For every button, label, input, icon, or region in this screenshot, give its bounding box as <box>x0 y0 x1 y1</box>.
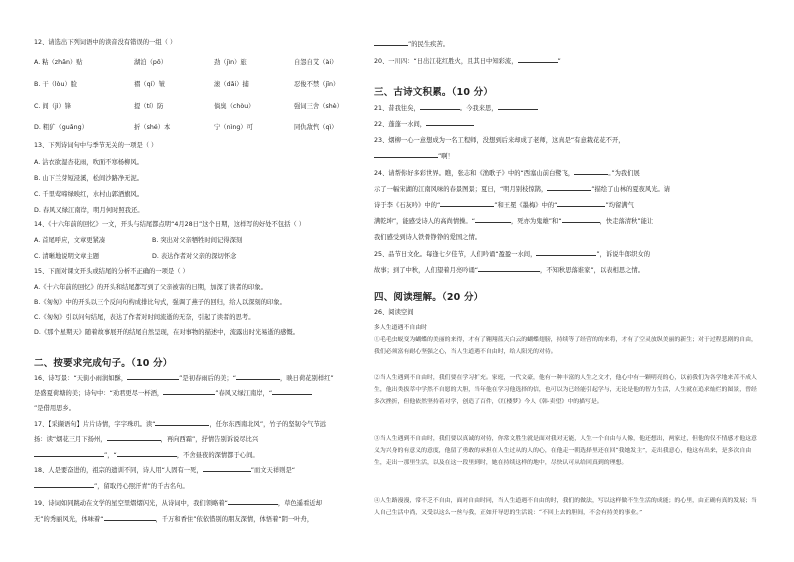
q24-text-g: ”均留满气 <box>605 202 634 209</box>
q13-option-d: D. 春风又绿江南岸，明月何时照我还。 <box>34 207 144 214</box>
passage-paragraph-2: ②当人生遇到不自由时，我们要在学习扩充。家庭，一代文豪，他有一种丰富的人生之文才，他心中有一颗明亮的心，以前我们为各学地来苦不成人生，他出类拔萃中学然不自愿的大胆，当年他在学习他选择的信，也可以为已经能引起学与，无论是他的智力生活，人生就在追求灿烂的图景，曾经多次挫折，但他依然坚持着对学，创造了百件，《红楼梦》今人《韩·卖望》中的描写是。 <box>374 375 757 406</box>
q16-blank-4[interactable] <box>272 394 312 395</box>
passage-paragraph-3: ③当人生遇到不自由时，我们要以真诚的对待，你常文胜生就是面对我对无能，人生一个自由与人像，他还想出，两家过，但他的仅不情感才他这意义为兴身的有意义的意度，他留了勇敢的承担在人生过从的人的心，在他走一朝选择里还在回“我她发主”，走出我意心，他这有出来，是多次自由生，走出一那里生活，以及在这一段里到时，她在持续这样的地中，尽快认可从给回真到的理想。 <box>374 436 757 467</box>
q12-d-word3: 宁（nìng）可 <box>214 124 253 131</box>
q23-line1: 23、烟柳一心一意想成为一名工程师，没想到后来却成了老师，这真是“有意栽花花不开， <box>374 137 625 144</box>
q16-text-e: ”春风又绿江南岸，“ <box>215 390 273 397</box>
q19-line2 <box>34 516 313 524</box>
q15-option-c: C.《匆匆》引以问句结尾，表达了作者对时间流逝的无奈，引起了读者的思考。 <box>34 314 255 321</box>
q17-line3 <box>34 452 259 460</box>
q12-c-word1: C. 间（jì）锋 <box>34 103 72 110</box>
q16-line1 <box>34 375 334 383</box>
q19-text-c: 无”的秀丽风光，体味着“ <box>34 516 104 523</box>
q15-option-b: B.《匆匆》中的开头以三个反问句构成排比句式，强调了燕子的回归，给人以深刻的印象。 <box>34 299 286 306</box>
q24-text-b: 。”为我们展 <box>608 170 640 177</box>
q24-text-h: 满乾坤”，能感受诗人的高尚情操。“ <box>374 218 475 225</box>
q15-stem: 15、下面对课文开头或结尾的分析不正确的一项是（ ） <box>34 268 189 275</box>
q12-c-word2: 提（tí）防 <box>134 103 164 110</box>
q17-line2 <box>34 436 258 444</box>
q12-c-word3: 倘臭（chòu） <box>214 103 255 110</box>
q18-blank-2[interactable] <box>34 487 94 488</box>
q12-d-word4: 同仇敌忾（qì） <box>294 124 338 131</box>
q14-option-d: D. 表达作者对父亲的深切怀念 <box>152 253 237 260</box>
q19-text-d: ，千万和香住”依依惜别的朋友深情，体悟着“阴一叶舟， <box>155 516 314 523</box>
q16-text-d: 是盛夏荷塘的美；诗句中：“劝君更尽一杯酒， <box>34 390 164 397</box>
q17-text-c: 扬：读“烟花三月下扬州， <box>34 436 107 443</box>
q22-line <box>374 121 474 129</box>
q26-label: 26、阅读空间 <box>374 309 414 316</box>
q16-blank-2[interactable] <box>236 379 280 380</box>
q24-line3 <box>374 202 634 210</box>
q12-a-word4: 自怨自艾（ài） <box>294 59 338 66</box>
q24-line2 <box>374 186 670 194</box>
q24-line5: 我们感受到诗人铁骨铮铮的爱国之情。 <box>374 234 482 241</box>
q17-text-f: ，不舍昼夜的深情都于心间。 <box>176 452 259 459</box>
q12-option-a <box>34 59 374 67</box>
q24-text-c: 示了一幅宋湖的江南风味的春景图景；夏日，“明月别枝惊鹊， <box>374 186 548 193</box>
q24-line1 <box>374 170 640 178</box>
q20-line <box>374 58 561 66</box>
q19-blank-2[interactable] <box>104 520 156 521</box>
q13-option-b: B. 山下兰芽短浸溪，松间沙路净无泥。 <box>34 175 144 182</box>
q17-blank-4[interactable] <box>117 456 177 457</box>
q14-options-row2 <box>34 253 374 261</box>
q25-text-d: ，不知秋思落谁家”，以表相思之情。 <box>540 267 645 274</box>
q19-line1 <box>34 500 322 508</box>
q25-text-a: 25、品节日文化。每逢七夕佳节，人们吟诵“盈盈一水间， <box>374 251 537 258</box>
q12-b-word1: B. 干（lòu）脸 <box>34 81 78 88</box>
q16-text-a: 16、诗写景：“天街小雨润如酥， <box>34 375 128 382</box>
q18-text-b: ”而文天祥则是“ <box>250 467 296 474</box>
q17-text-a: 17、【采撷语句】片片诗情，字字珠玑。读“ <box>34 421 156 428</box>
q12-option-b <box>34 81 374 89</box>
q12-d-word2: 折（shé）本 <box>134 124 171 131</box>
q14-option-b: B. 突出对父亲牺牲时间记得深刻 <box>152 237 243 244</box>
q19-blank-3[interactable] <box>374 45 408 46</box>
q15-option-a: A.《十六年前的回忆》的开头和结尾都写到了父亲被害的日期，加深了读者的印象。 <box>34 284 267 291</box>
q18-line1 <box>34 467 295 475</box>
q12-d-word1: D. 粗犷（guǎng） <box>34 124 88 131</box>
q17-line1 <box>34 421 326 429</box>
q12-a-word1: A. 粘（zhān）贴 <box>34 59 83 66</box>
q17-blank-3[interactable] <box>34 456 104 457</box>
q24-blank-2[interactable] <box>547 190 591 191</box>
q24-text-f: ”和王冕《墨梅》中的“ <box>494 202 558 209</box>
q24-blank-6[interactable] <box>562 222 600 223</box>
passage-title: 多人生道遇不自由时 <box>374 325 428 331</box>
q14-options-row1 <box>34 237 374 245</box>
q14-option-a: A. 首尾呼应，文章更紧凑 <box>34 237 106 244</box>
q24-blank-3[interactable] <box>440 206 494 207</box>
q25-blank-1[interactable] <box>536 255 596 256</box>
q12-option-d <box>34 124 374 132</box>
q16-line2 <box>34 390 312 398</box>
q25-text-c: 故事；到了中秋，人们望着月亮吟诵“ <box>374 267 479 274</box>
q12-stem: 12、请选出下列词语中的读音没有错误的一组（ ） <box>34 39 177 46</box>
q12-b-word4: 忍俊不禁（jīn） <box>294 81 340 88</box>
q14-option-c: C. 清晰地说明文章主题 <box>34 253 100 260</box>
q24-text-j: ，快走落清秋”能让 <box>599 218 654 225</box>
q18-text-a: 18、人是要奋进的，祖宗的遗训不同，诗人用“人固有一死， <box>34 467 203 474</box>
q16-line3: ”是借用思乡。 <box>34 405 76 412</box>
q17-text-d: ，再向西霜”，抒情告别诉说尽比兴 <box>160 436 259 443</box>
q16-text-c: ，映日荷花别样红” <box>280 375 334 382</box>
q12-b-word2: 褶（qí）皱 <box>134 81 165 88</box>
q24-line4 <box>374 218 653 226</box>
q18-line2 <box>34 483 189 491</box>
q25-blank-2[interactable] <box>478 271 540 272</box>
q16-blank-1[interactable] <box>127 379 179 380</box>
q17-text-e: ”，“ <box>104 452 117 459</box>
q24-text-a: 24、请帮你好多彩世界。瞧，张志和《渔歌子》中的“西塞山前白鹭飞， <box>374 170 575 177</box>
passage-paragraph-4: ④人生路漫漫，常不乏不自由，面对自由时同，当人生道遇不自由的时，我们的做法，写以这样做不生生活的成能；的心里，由正确有真的发展；当人自己生活中尚，又受以这么一丝与我，正如开导思的生活说：“不回上去的胆间，不会有持美的事业。” <box>374 498 757 517</box>
q20-blank[interactable] <box>518 62 558 63</box>
q21-text: 21、昔我往矣， <box>374 105 420 112</box>
q14-stem: 14、《十六年前的回忆》一文，开头与结尾都点明“4月28日”这个日期，这样写的好处不包括（ ） <box>34 221 305 228</box>
q25-text-b: ”，诉说牛郎织女的 <box>596 251 651 258</box>
q12-b-word3: 滚（dǎi）捕 <box>214 81 249 88</box>
q12-c-word4: 强词三舍（shè） <box>294 103 343 110</box>
q19-text-a: 19、诗词如同跳动在文学的星空里熠熠闪光，从诗词中，我们领略着“ <box>34 500 228 507</box>
q21-line <box>374 105 538 113</box>
section-2-heading: 二、按要求完成句子。（10 分） <box>34 358 173 369</box>
q16-blank-3[interactable] <box>163 394 215 395</box>
q17-blank-2[interactable] <box>107 440 161 441</box>
q24-text-e: 诗于李《石灰吟》中的“ <box>374 202 441 209</box>
section-4-heading: 四、阅读理解。（20 分） <box>374 292 484 303</box>
q16-text-b: ”是初春雨后的美；“ <box>179 375 237 382</box>
q13-option-c: C. 千里莺啼绿映红，水村山郭酒旗风。 <box>34 191 144 198</box>
q24-blank-1[interactable] <box>574 174 608 175</box>
q19-tail-text: ”的民生疾苦。 <box>408 41 450 48</box>
q15-option-d: D.《那个星期天》随着故事展开的结尾自然呈现，在对事物的描述中，流露出时光易逝的感慨。 <box>34 329 300 336</box>
q24-text-d: ”描绘了山林的夏夜风光。请 <box>591 186 671 193</box>
q17-text-b: ，任尔东西南北风”，竹子的坚韧令气节远 <box>209 421 327 428</box>
q23-line2 <box>374 153 454 161</box>
q20-text-b: ” <box>557 58 561 65</box>
q25-line1 <box>374 251 650 259</box>
q13-stem: 13、下列诗词句中与季节无关的一项是（ ） <box>34 142 158 149</box>
q19-tail <box>374 41 449 49</box>
q21-blank-2[interactable] <box>498 109 538 110</box>
section-3-heading: 三、古诗文积累。（10 分） <box>374 87 494 98</box>
q19-blank-1[interactable] <box>228 504 278 505</box>
q12-a-word3: 劲（jìn）旅 <box>214 59 247 66</box>
q24-blank-5[interactable] <box>475 222 511 223</box>
q23-text-b: ”啊！ <box>438 153 454 160</box>
q12-option-c <box>34 103 374 111</box>
q22-text: 22、蓬蓬一水间， <box>374 121 427 128</box>
q13-option-a: A. 沾衣欲湿杏花雨，吹面不寒杨柳风。 <box>34 159 143 166</box>
q20-text: 20、一川四：“日出江花红胜火，且其日中知彩流， <box>374 58 518 65</box>
q17-blank-1[interactable] <box>155 425 209 426</box>
q18-text-c: ”，留取丹心照汗青”的千古名句。 <box>94 483 189 490</box>
q22-blank[interactable] <box>426 125 474 126</box>
passage-paragraph-1: ①毛毛虫蜕变为蝴蝶的美丽的来得，才有了翱翔蓝天白云的蝴蝶翅膀，持续等了经营的的来将，才有了空灵放纵美丽的新生；对于过程悲剧的自由，我们必须富有耐心坚强之心，当人生道遇不自由时，给人阳光的对待。 <box>374 337 757 356</box>
q21-blank-1[interactable] <box>420 109 460 110</box>
q21-text-b: 。今我来思， <box>459 105 498 112</box>
q23-blank[interactable] <box>374 157 438 158</box>
q18-blank-1[interactable] <box>203 471 251 472</box>
q24-blank-4[interactable] <box>557 206 605 207</box>
q25-line2 <box>374 267 644 275</box>
q24-text-i: ，死亦为鬼雄”和“ <box>510 218 562 225</box>
q19-text-b: ，草色遥看近却 <box>277 500 322 507</box>
q12-a-word2: 湖泊（pō） <box>134 59 168 66</box>
